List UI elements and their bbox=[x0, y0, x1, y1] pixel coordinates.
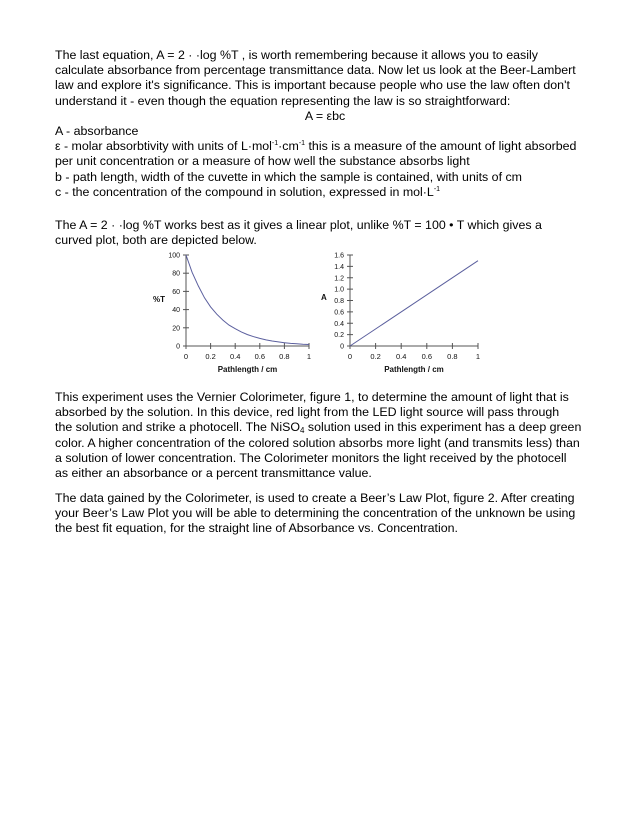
beers-law-paragraph bbox=[55, 491, 595, 537]
intro-line-1: The last equation, A = 2 · ·log %T , is worth remembering because it allows you to easily bbox=[55, 48, 538, 62]
x-tick-label: 0.2 bbox=[205, 352, 216, 361]
x-tick-label: 1 bbox=[306, 352, 312, 361]
x-tick-label: 0.8 bbox=[279, 352, 290, 361]
y-tick-label: 80 bbox=[172, 270, 180, 278]
def-c-before: c - the concentration of the compound in solution, expressed in mol·L bbox=[55, 184, 434, 199]
intro-line-4: understand it - even though the equation representing the law is so straightforward: bbox=[55, 93, 511, 108]
def-c-sup: -1 bbox=[433, 185, 441, 193]
x-tick-label: 0.6 bbox=[421, 352, 433, 361]
x-axis-label: Pathlength / cm bbox=[217, 365, 278, 374]
y-tick-label: 1.4 bbox=[334, 263, 344, 271]
intro-line-2: calculate absorbance from percentage transmittance data. Now let us look at the Beer-Lambert bbox=[55, 63, 576, 78]
y-tick-label: 1.6 bbox=[334, 252, 344, 260]
comparison-line-2: curved plot, both are depicted below. bbox=[55, 233, 257, 248]
x-axis-label: Pathlength / cm bbox=[384, 365, 444, 374]
def-eps-mid: ·cm bbox=[278, 139, 299, 154]
def-eps-sup2: -1 bbox=[298, 140, 306, 148]
y-tick-label: 1.2 bbox=[334, 275, 344, 283]
colorimeter-paragraph bbox=[55, 390, 595, 481]
colorimeter-line-3 bbox=[55, 420, 595, 435]
intro-line-3: law and explore it's significance. This is important because people who use the law often don't bbox=[55, 78, 570, 93]
transmittance-chart bbox=[150, 246, 318, 376]
x-tick-label: 0 bbox=[347, 352, 353, 361]
definition-molar-absorptivity-cont: per unit concentration or a measure of how well the substance absorbs light bbox=[55, 154, 470, 169]
x-tick-label: 0.8 bbox=[447, 352, 458, 361]
y-tick-label: 20 bbox=[172, 325, 180, 333]
definition-concentration bbox=[55, 185, 595, 200]
definition-absorbance: A - absorbance bbox=[55, 124, 139, 139]
x-tick-label: 0.6 bbox=[254, 352, 266, 361]
absorbance-chart bbox=[312, 246, 487, 376]
def-eps-sup1: -1 bbox=[271, 140, 279, 148]
series-line-1 bbox=[350, 261, 478, 346]
y-tick-label: 1.0 bbox=[334, 286, 344, 294]
x-tick-label: 0 bbox=[183, 352, 189, 361]
colorimeter-line-1: This experiment uses the Vernier Colorimeter, figure 1, to determine the amount of light that is bbox=[55, 390, 569, 404]
beers-law-line-3: the best fit equation, for the straight line of Absorbance vs. Concentration. bbox=[55, 521, 458, 536]
beer-lambert-equation: A = εbc bbox=[304, 108, 346, 123]
definition-path-length: b - path length, width of the cuvette in which the sample is contained, with units of cm bbox=[55, 169, 522, 184]
def-eps-after: this is a measure of the amount of light absorbed bbox=[305, 139, 577, 154]
y-tick-label: 0.2 bbox=[334, 332, 344, 340]
y-tick-label: 0 bbox=[340, 343, 344, 351]
y-tick-label: 40 bbox=[172, 307, 180, 315]
intro-paragraph bbox=[55, 48, 595, 200]
y-axis-label: A bbox=[321, 293, 327, 302]
y-tick-label: 0.8 bbox=[334, 298, 344, 305]
x-tick-label: 0.4 bbox=[395, 352, 407, 361]
colorimeter-line-4: color. A higher concentration of the colored solution absorbs more light (and transmits less) than bbox=[55, 435, 580, 450]
y-tick-label: 0 bbox=[176, 343, 180, 351]
x-tick-label: 0.2 bbox=[370, 352, 381, 361]
definition-molar-absorptivity bbox=[55, 139, 595, 154]
y-tick-label: 0.6 bbox=[334, 309, 344, 317]
beers-law-line-2: your Beer’s Law Plot you will be able to determining the concentration of the unknown be using bbox=[55, 506, 576, 521]
comparison-line-1: The A = 2 · ·log %T works best as it gives a linear plot, unlike %T = 100 • T which gives a bbox=[55, 218, 542, 232]
y-tick-label: 0.4 bbox=[334, 320, 344, 328]
colorimeter-line-2: absorbed by the solution. In this device, red light from the LED light source will pass through bbox=[55, 405, 560, 420]
comparison-paragraph bbox=[55, 218, 595, 248]
x-tick-label: 1 bbox=[475, 352, 481, 361]
nickel-sulfate-subscript: 4 bbox=[299, 426, 305, 436]
y-tick-label: 60 bbox=[172, 288, 180, 296]
colorimeter-line-3-after: solution used in this experiment has a deep green bbox=[304, 420, 582, 435]
colorimeter-line-6: as either an absorbance or a percent transmittance value. bbox=[55, 466, 372, 481]
def-eps-before: ε - molar absorbtivity with units of L·mol bbox=[55, 139, 272, 154]
series-line-0 bbox=[186, 255, 309, 345]
y-axis-label: %T bbox=[153, 295, 165, 304]
beers-law-line-1: The data gained by the Colorimeter, is used to create a Beer’s Law Plot, figure 2. After creating bbox=[55, 491, 575, 505]
x-tick-label: 0.4 bbox=[229, 352, 241, 361]
colorimeter-line-5: a solution of lower concentration. The Colorimeter monitors the light received by the photocell bbox=[55, 450, 567, 465]
colorimeter-line-3-before: the solution and strike a photocell. The NiSO bbox=[55, 420, 300, 435]
y-tick-label: 100 bbox=[168, 252, 180, 260]
